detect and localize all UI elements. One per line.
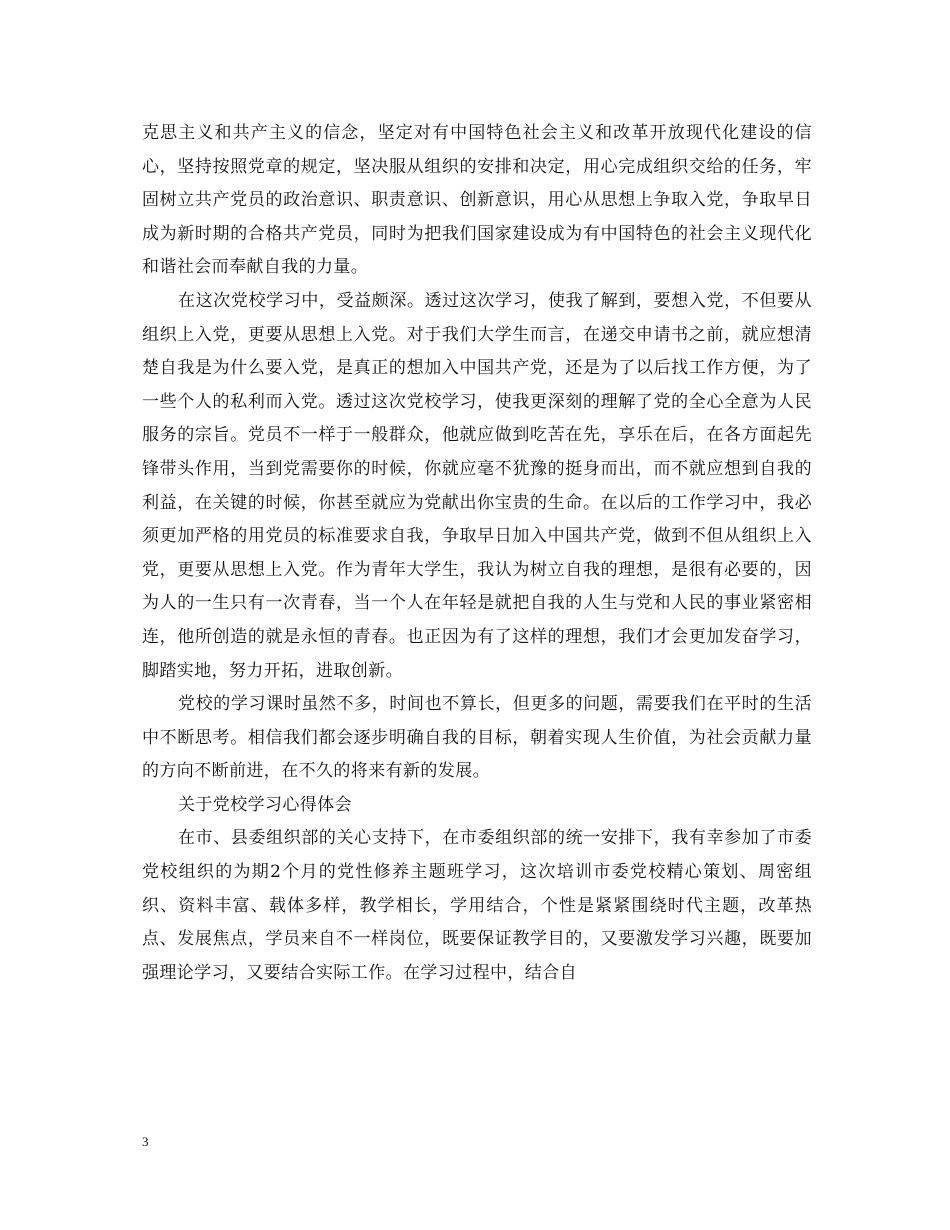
paragraph-4: 在市、县委组织部的关心支持下，在市委组织部的统一安排下，我有幸参加了市委党校组织的为期2个月的党性修养主题班学习，这次培训市委党校精心策划、周密组织、资料丰富、载体多样，教学相长，学用结合，个性是紧紧围绕时代主题，改革热点、发展焦点，学员来自不一样岗位，既要保证教学目的，又要激发学习兴趣，既要加强理论学习，又要结合实际工作。在学习过程中，结合自	[142, 828, 812, 983]
paragraph-1: 克思主义和共产主义的信念，坚定对有中国特色社会主义和改革开放现代化建设的信心，坚持按照党章的规定，坚决服从组织的安排和决定，用心完成组织交给的任务，牢固树立共产党员的政治意识、职责意识、创新意识，用心从思想上争取入党，争取早日成为新时期的合格共产党员，同时为把我们国家建设成为有中国特色的社会主义现代化和谐社会而奉献自我的力量。	[142, 123, 812, 278]
section-heading: 关于党校学习心得体会	[178, 794, 352, 815]
document-body	[142, 117, 812, 990]
page-number: 3	[142, 1134, 149, 1149]
paragraph-2: 在这次党校学习中，受益颇深。透过这次学习，使我了解到，要想入党，不但要从组织上入党，更要从思想上入党。对于我们大学生而言，在递交申请书之前，就应想清楚自我是为什么要入党，是真正的想加入中国共产党，还是为了以后找工作方便，为了一些个人的私利而入党。透过这次党校学习，使我更深刻的理解了党的全心全意为人民服务的宗旨。党员不一样于一般群众，他就应做到吃苦在先，享乐在后，在各方面起先锋带头作用，当到党需要你的时候，你就应毫不犹豫的挺身而出，而不就应想到自我的利益，在关键的时候，你甚至就应为党献出你宝贵的生命。在以后的工作学习中，我必须更加严格的用党员的标准要求自我，争取早日加入中国共产党，做到不但从组织上入党，更要从思想上入党。作为青年大学生，我认为树立自我的理想，是很有必要的，因为人的一生只有一次青春，当一个人在年轻是就把自我的人生与党和人民的事业紧密相连，他所创造的就是永恒的青春。也正因为有了这样的理想，我们才会更加发奋学习，脚踏实地，努力开拓，进取创新。	[142, 290, 812, 681]
paragraph-3: 党校的学习课时虽然不多，时间也不算长，但更多的问题，需要我们在平时的生活中不断思考。相信我们都会逐步明确自我的目标，朝着实现人生价值，为社会贡献力量的方向不断前进，在不久的将来有新的发展。	[142, 694, 812, 782]
